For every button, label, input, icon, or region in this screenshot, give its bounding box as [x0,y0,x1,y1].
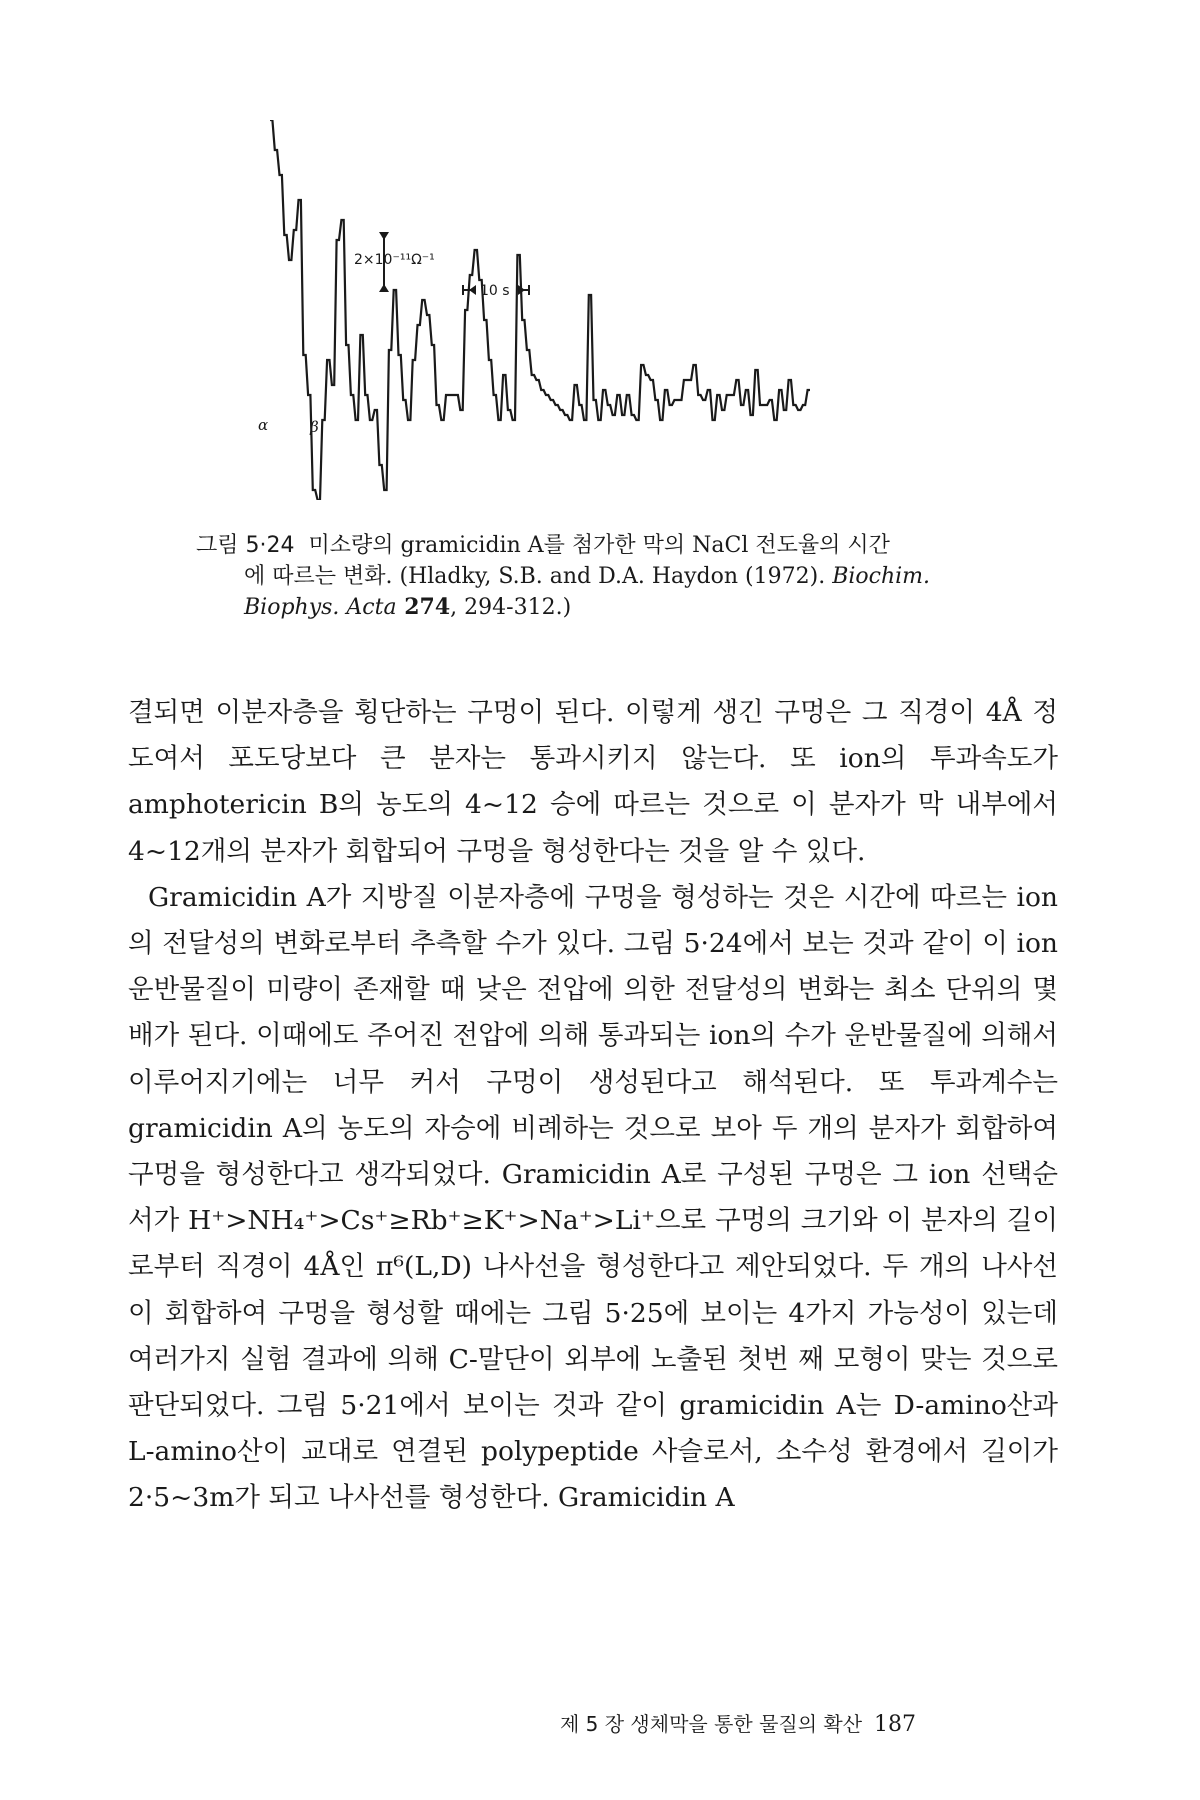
conductance-scale-label: 2×10⁻¹¹Ω⁻¹ [354,252,435,268]
page-number: 187 [874,1712,917,1737]
running-footer [560,1708,1060,1737]
caption-pages: , 294-312.) [450,595,572,620]
caption-text-2: 에 따르는 변화. (Hladky, S.B. and D.A. Haydon (1972). [244,564,833,589]
body-text [128,690,1058,1522]
alpha-label: α [258,416,269,434]
caption-text-1: 미소량의 gramicidin A를 첨가한 막의 NaCl 전도율의 시간 [308,533,890,558]
conductance-trace-figure [250,120,930,500]
figure-caption [196,530,1056,623]
caption-journal-2: Biophys. Acta [244,595,397,620]
caption-journal-1: Biochim. [832,564,931,589]
conductance-trace-line [270,120,810,500]
paragraph-1: 결되면 이분자층을 횡단하는 구멍이 된다. 이렇게 생긴 구멍은 그 직경이 4Å 정도여서 포도당보다 큰 분자는 통과시키지 않는다. 또 ion의 투과속도가 amphotericin B의 농도의 4~12 승에 따르는 것으로 이 분자가 막 내부에서 4~12개의 분자가 회합되어 구멍을 형성한다는 것을 알 수 있다. [128,697,1058,867]
chapter-title: 제 5 장 생체막을 통한 물질의 확산 [560,1712,863,1736]
caption-volume: 274 [396,594,451,620]
caption-line-1 [196,530,1056,561]
beta-label: β [310,418,319,436]
caption-line-3 [196,592,1056,623]
caption-line-2 [196,561,1056,592]
paragraph-2: Gramicidin A가 지방질 이분자층에 구멍을 형성하는 것은 시간에 따르는 ion의 전달성의 변화로부터 추측할 수가 있다. 그림 5·24에서 보는 것과 같이 이 ion운반물질이 미량이 존재할 때 낮은 전압에 의한 전달성의 변화는 최소 단위의 몇 배가 된다. 이때에도 주어진 전압에 의해 통과되는 ion의 수가 운반물질에 의해서 이루어지기에는 너무 커서 구멍이 생성된다고 해석된다. 또 투과계수는 gramicidin A의 농도의 자승에 비례하는 것으로 보아 두 개의 분자가 회합하여 구멍을 형성한다고 생각되었다. Gramicidin A로 구성된 구멍은 그 ion 선택순서가 H⁺>NH₄⁺>Cs⁺≥Rb⁺≥K⁺>Na⁺>Li⁺으로 구멍의 크기와 이 분자의 길이로부터 직경이 4Å인 π⁶(L,D) 나사선을 형성한다고 제안되었다. 두 개의 나사선이 회합하여 구멍을 형성할 때에는 그림 5·25에 보이는 4가지 가능성이 있는데 여러가지 실험 결과에 의해 C-말단이 외부에 노출된 첫번 째 모형이 맞는 것으로 판단되었다. 그림 5·21에서 보이는 것과 같이 gramicidin A는 D-amino산과 L-amino산이 교대로 연결된 polypeptide 사슬로서, 소수성 환경에서 길이가 2·5~3m가 되고 나사선를 형성한다. Gramicidin A [128,881,1058,1514]
time-scale-label: 10 s [480,283,510,299]
figure-number: 그림 5·24 [196,533,295,558]
